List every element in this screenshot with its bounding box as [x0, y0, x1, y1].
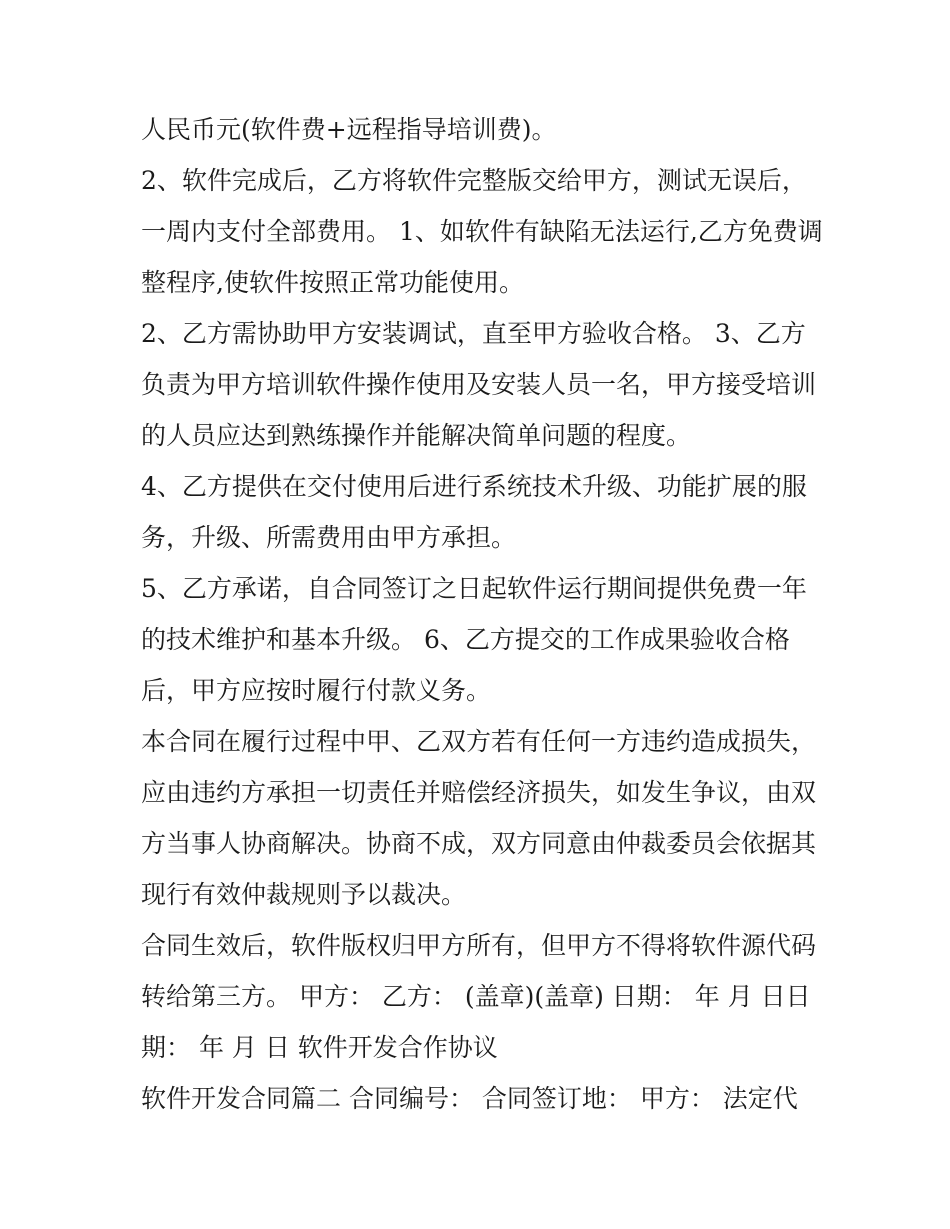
text-line: 软件开发合同篇二 合同编号： 合同签订地： 甲方： 法定代: [141, 1084, 798, 1113]
text-line: 现行有效仲裁规则予以裁决。: [141, 880, 467, 909]
text-line: 合同生效后，软件版权归甲方所有，但甲方不得将软件源代码: [141, 931, 817, 960]
text-line: 整程序,使软件按照正常功能使用。: [141, 268, 524, 297]
text-line: 5、乙方承诺，自合同签订之日起软件运行期间提供免费一年: [141, 574, 807, 603]
text-line: 务，升级、所需费用由甲方承担。: [141, 523, 517, 552]
text-line: 本合同在履行过程中甲、乙双方若有任何一方违约造成损失，: [141, 727, 817, 756]
text-line: 后，甲方应按时履行付款义务。: [141, 676, 492, 705]
text-line: 转给第三方。 甲方： 乙方： (盖章)(盖章) 日期： 年 月 日日: [141, 982, 811, 1011]
text-line: 2、乙方需协助甲方安装调试，直至甲方验收合格。 3、乙方: [141, 319, 806, 348]
document-body: [141, 108, 831, 1128]
text-line: 一周内支付全部费用。 1、如软件有缺陷无法运行,乙方免费调: [141, 217, 823, 246]
text-line: 期： 年 月 日 软件开发合作协议: [141, 1033, 498, 1062]
text-line: 4、乙方提供在交付使用后进行系统技术升级、功能扩展的服: [141, 472, 807, 501]
text-line: 的技术维护和基本升级。 6、乙方提交的工作成果验收合格: [141, 625, 790, 654]
text-line: 的人员应达到熟练操作并能解决简单问题的程度。: [141, 421, 692, 450]
text-line: 应由违约方承担一切责任并赔偿经济损失，如发生争议，由双: [141, 778, 817, 807]
text-line: 负责为甲方培训软件操作使用及安装人员一名，甲方接受培训: [141, 370, 817, 399]
text-line: 人民币元(软件费+远程指导培训费)。: [141, 115, 557, 144]
text-line: 2、软件完成后，乙方将软件完整版交给甲方，测试无误后，: [141, 166, 807, 195]
text-line: 方当事人协商解决。协商不成，双方同意由仲裁委员会依据其: [141, 829, 817, 858]
